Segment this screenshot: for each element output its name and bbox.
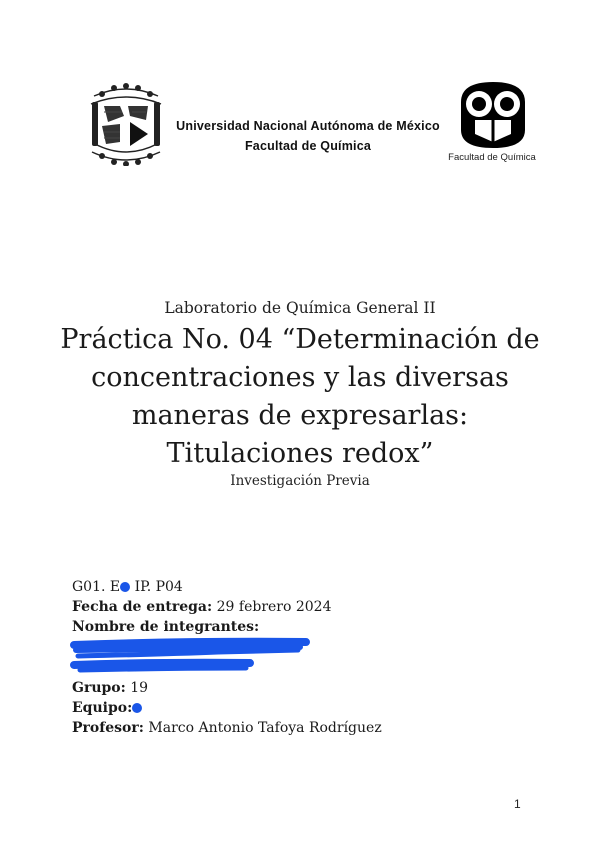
group [72,678,148,698]
faculty-name: Facultad de Química [244,139,372,153]
facultad-quimica-owl-icon [455,80,531,150]
team-label: Equipo: [72,700,133,716]
professor-label: Profesor: [72,720,144,736]
code-suffix: IP. P04 [130,579,183,595]
members-label: Nombre de integrantes: [72,619,260,635]
delivery-value: 29 febrero 2024 [212,599,332,615]
header-text [170,116,446,156]
fq-logo [455,80,531,150]
document-title: Práctica No. 04 “Determinación de concentraciones y las diversas maneras de expresarlas: Titulaciones redox” [60,324,540,469]
course-name: Laboratorio de Química General II [164,299,436,317]
document-subtitle: Investigación Previa [230,473,370,489]
fq-logo-caption: Facultad de Química [448,152,536,163]
code-prefix: G01. E [72,579,121,595]
university-name: Universidad Nacional Autónoma de México [176,119,440,133]
delivery-date [72,597,332,617]
redaction-dot [132,703,142,713]
professor-value: Marco Antonio Tafoya Rodríguez [143,720,382,736]
document-code [72,577,183,597]
unam-logo [86,82,166,166]
redaction-dot [120,582,130,592]
professor [72,718,382,738]
members-redaction [68,632,318,676]
group-label: Grupo: [72,680,126,696]
team [72,698,142,718]
page-number: 1 [514,797,521,811]
delivery-label: Fecha de entrega: [72,599,213,615]
unam-seal-icon [86,82,166,166]
group-value: 19 [125,680,149,696]
